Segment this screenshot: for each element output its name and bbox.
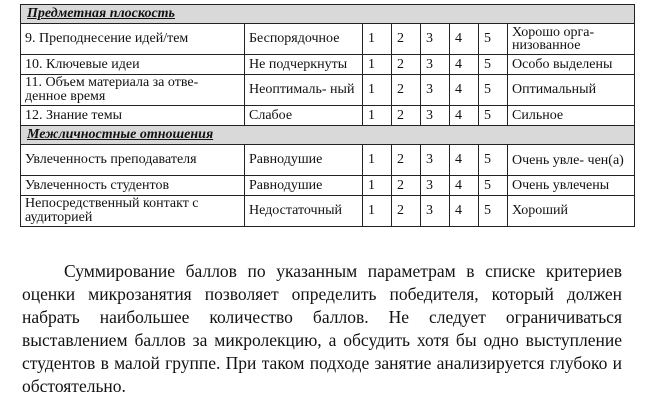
section-header-row [21, 126, 635, 145]
high-rating-cell: Оптимальный [508, 75, 635, 106]
table-row [21, 55, 635, 75]
section-title: Межличностные отношения [21, 126, 635, 145]
low-rating-cell: Равнодушие [245, 145, 363, 176]
score-cell: 4 [450, 106, 479, 126]
score-cell: 5 [479, 196, 508, 227]
low-rating-cell: Слабое [245, 106, 363, 126]
low-rating-cell: Беспорядочное [245, 24, 363, 55]
high-rating-cell: Особо выделены [508, 55, 635, 75]
score-cell: 4 [450, 145, 479, 176]
score-cell: 2 [392, 145, 421, 176]
score-cell: 2 [392, 106, 421, 126]
score-cell: 3 [421, 196, 450, 227]
criterion-cell: 11. Объем материала за отве- денное время [21, 75, 245, 106]
section-title: Предметная плоскость [21, 5, 635, 24]
score-cell: 4 [450, 55, 479, 75]
criterion-cell: Непосредственный контакт с аудиторией [21, 196, 245, 227]
high-rating-cell: Очень увле- чен(а) [508, 145, 635, 176]
high-rating-cell: Хорошо орга- низованное [508, 24, 635, 55]
score-cell: 2 [392, 24, 421, 55]
criteria-table [20, 4, 635, 227]
score-cell: 4 [450, 24, 479, 55]
score-cell: 5 [479, 145, 508, 176]
score-cell: 3 [421, 106, 450, 126]
low-rating-cell: Не подчеркнуты [245, 55, 363, 75]
score-cell: 2 [392, 75, 421, 106]
high-rating-cell: Очень увлечены [508, 176, 635, 196]
score-cell: 2 [392, 196, 421, 227]
table-row [21, 196, 635, 227]
score-cell: 3 [421, 176, 450, 196]
table-row [21, 75, 635, 106]
table-row [21, 145, 635, 176]
score-cell: 4 [450, 196, 479, 227]
score-cell: 4 [450, 75, 479, 106]
score-cell: 1 [363, 145, 392, 176]
table-row [21, 176, 635, 196]
score-cell: 3 [421, 75, 450, 106]
score-cell: 3 [421, 24, 450, 55]
score-cell: 1 [363, 106, 392, 126]
criterion-cell: 12. Знание темы [21, 106, 245, 126]
low-rating-cell: Неоптималь- ный [245, 75, 363, 106]
high-rating-cell: Сильное [508, 106, 635, 126]
score-cell: 2 [392, 55, 421, 75]
criterion-cell: 10. Ключевые идеи [21, 55, 245, 75]
score-cell: 5 [479, 106, 508, 126]
section-header-row [21, 5, 635, 24]
body-paragraph: Суммирование баллов по указанным параметрам в списке критериев оценки микрозанятия позволяет определить победителя, который должен набрать наибольшее количество баллов. Не следует ограничиваться выставлением баллов за микролекцию, а обсудить хотя бы одно выступление студентов в малой группе. При таком подходе занятие анализируется глубоко и обстоятельно. [22, 261, 622, 396]
criterion-cell: 9. Преподнесение идей/тем [21, 24, 245, 55]
score-cell: 5 [479, 24, 508, 55]
score-cell: 3 [421, 55, 450, 75]
table-row [21, 24, 635, 55]
score-cell: 2 [392, 176, 421, 196]
score-cell: 1 [363, 196, 392, 227]
score-cell: 5 [479, 75, 508, 106]
score-cell: 5 [479, 176, 508, 196]
score-cell: 1 [363, 55, 392, 75]
low-rating-cell: Недостаточный [245, 196, 363, 227]
score-cell: 1 [363, 75, 392, 106]
table-row [21, 106, 635, 126]
low-rating-cell: Равнодушие [245, 176, 363, 196]
criterion-cell: Увлеченность студентов [21, 176, 245, 196]
score-cell: 5 [479, 55, 508, 75]
score-cell: 3 [421, 145, 450, 176]
score-cell: 4 [450, 176, 479, 196]
score-cell: 1 [363, 24, 392, 55]
high-rating-cell: Хороший [508, 196, 635, 227]
score-cell: 1 [363, 176, 392, 196]
criterion-cell: Увлеченность преподавателя [21, 145, 245, 176]
